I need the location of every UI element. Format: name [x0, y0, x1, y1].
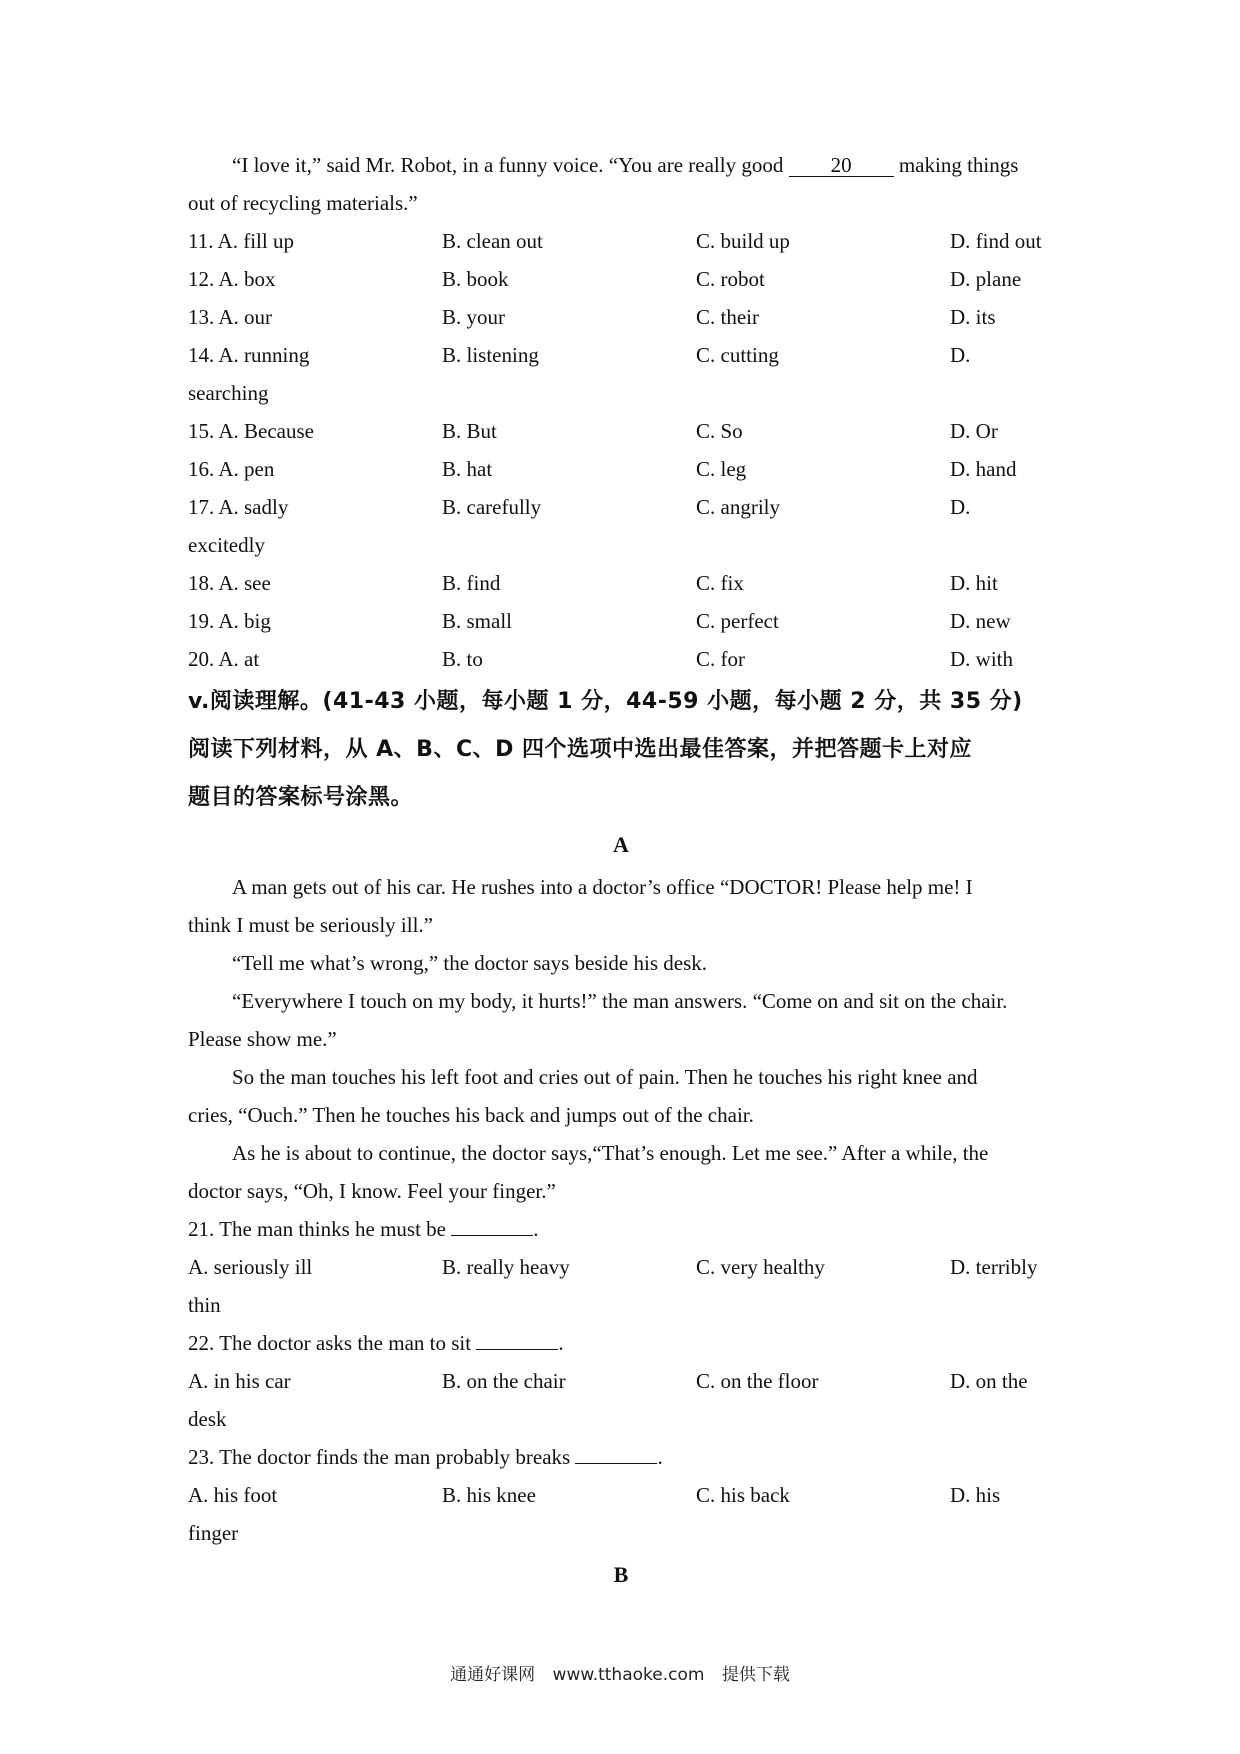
answer-blank: [575, 1445, 657, 1464]
option-c: C. angrily: [696, 495, 780, 519]
option-b: B. your: [442, 305, 505, 329]
question-stem-text: 21. The man thinks he must be: [188, 1217, 452, 1241]
option-b: B. clean out: [442, 229, 543, 253]
option-a: 17. A. sadly: [188, 495, 289, 519]
option-a: 13. A. our: [188, 305, 272, 329]
question-stem-end: .: [558, 1331, 564, 1355]
option-c: C. cutting: [696, 343, 779, 367]
option-d: D. its: [950, 305, 996, 329]
answer-blank: [476, 1331, 558, 1350]
option-c: C. perfect: [696, 609, 779, 633]
option-row: [188, 1476, 1054, 1514]
question-stem-end: .: [657, 1445, 663, 1469]
option-b: B. to: [442, 647, 483, 671]
question-22: [188, 1324, 1054, 1438]
option-c: C. for: [696, 647, 745, 671]
passage-line: Please show me.”: [188, 1027, 337, 1051]
option-row: [188, 298, 1054, 336]
option-d-wrap: excitedly: [188, 533, 265, 557]
question-stem: [188, 1210, 1054, 1248]
option-row: [188, 564, 1054, 602]
option-a: 11. A. fill up: [188, 229, 294, 253]
option-c: C. their: [696, 305, 759, 329]
option-row: [188, 336, 1054, 374]
option-a: 18. A. see: [188, 571, 271, 595]
option-c: C. on the floor: [696, 1369, 819, 1393]
option-c: C. leg: [696, 457, 747, 481]
option-d: D. hit: [950, 571, 998, 595]
option-d: D. with: [950, 647, 1013, 671]
option-row: [188, 1362, 1054, 1400]
option-c: C. very healthy: [696, 1255, 825, 1279]
section-instruction-1: 阅读下列材料，从 A、B、C、D 四个选项中选出最佳答案，并把答题卡上对应: [188, 737, 973, 762]
option-b: B. listening: [442, 343, 539, 367]
option-d: D. terribly: [950, 1255, 1038, 1279]
option-row: [188, 450, 1054, 488]
option-d: D. hand: [950, 457, 1017, 481]
passage-line: “Everywhere I touch on my body, it hurts!” the man answers. “Come on and sit on the chair.: [232, 989, 1008, 1013]
option-a: 16. A. pen: [188, 457, 275, 481]
option-d: D. Or: [950, 419, 998, 443]
option-d: D. on the: [950, 1369, 1028, 1393]
option-a: 12. A. box: [188, 267, 276, 291]
footer-note: 提供下载: [721, 1665, 790, 1685]
option-d: D. find out: [950, 229, 1042, 253]
footer-url: www.tthaoke.com: [552, 1665, 705, 1685]
option-d: D.: [950, 495, 971, 519]
passage-b-heading: B: [613, 1562, 629, 1587]
option-d: D. new: [950, 609, 1011, 633]
option-row: [188, 602, 1054, 640]
passage-line: think I must be seriously ill.”: [188, 913, 433, 937]
question-23: [188, 1438, 1054, 1552]
passage-line: As he is about to continue, the doctor says,“That’s enough. Let me see.” After a while, the: [232, 1141, 989, 1165]
option-b: B. small: [442, 609, 513, 633]
option-b: B. carefully: [442, 495, 542, 519]
option-b: B. really heavy: [442, 1255, 570, 1279]
option-row: [188, 412, 1054, 450]
option-d: D. his: [950, 1483, 1001, 1507]
question-stem: [188, 1438, 1054, 1476]
option-b: B. his knee: [442, 1483, 536, 1507]
option-a: A. in his car: [188, 1369, 291, 1393]
question-21: [188, 1210, 1054, 1324]
question-stem-end: .: [533, 1217, 539, 1241]
option-d-wrap: desk: [188, 1407, 227, 1431]
option-c: C. build up: [696, 229, 790, 253]
answer-blank: [451, 1217, 533, 1236]
answer-blank-20: 20: [789, 154, 894, 177]
option-a: A. seriously ill: [188, 1255, 313, 1279]
question-stem-text: 22. The doctor asks the man to sit: [188, 1331, 477, 1355]
option-row: [188, 1248, 1054, 1286]
cloze-options-list: [188, 222, 1054, 678]
intro-text-after: making things: [893, 153, 1019, 177]
option-d: D.: [950, 343, 971, 367]
question-stem-text: 23. The doctor finds the man probably breaks: [188, 1445, 576, 1469]
option-a: 20. A. at: [188, 647, 260, 671]
intro-line-2: out of recycling materials.”: [188, 191, 418, 215]
passage-a-body: [188, 868, 1054, 1210]
option-c: C. robot: [696, 267, 765, 291]
option-a: A. his foot: [188, 1483, 278, 1507]
option-a: 15. A. Because: [188, 419, 314, 443]
option-b: B. book: [442, 267, 509, 291]
option-b: B. find: [442, 571, 501, 595]
option-b: B. hat: [442, 457, 493, 481]
passage-line: “Tell me what’s wrong,” the doctor says beside his desk.: [232, 951, 708, 975]
option-c: C. So: [696, 419, 743, 443]
option-row: [188, 488, 1054, 526]
option-b: B. But: [442, 419, 497, 443]
footer-site-name: 通通好课网: [450, 1665, 536, 1685]
option-d: D. plane: [950, 267, 1022, 291]
option-a: 19. A. big: [188, 609, 271, 633]
passage-line: doctor says, “Oh, I know. Feel your finger.”: [188, 1179, 556, 1203]
option-b: B. on the chair: [442, 1369, 566, 1393]
passage-line: So the man touches his left foot and cries out of pain. Then he touches his right knee and: [232, 1065, 978, 1089]
option-row: [188, 260, 1054, 298]
passage-line: A man gets out of his car. He rushes into a doctor’s office “DOCTOR! Please help me! I: [232, 875, 973, 899]
option-c: C. fix: [696, 571, 744, 595]
passage-line: cries, “Ouch.” Then he touches his back and jumps out of the chair.: [188, 1103, 754, 1127]
option-row: [188, 640, 1054, 678]
section-title: v.阅读理解。(41-43 小题，每小题 1 分，44-59 小题，每小题 2 分，共 35 分): [188, 689, 1023, 714]
option-d-wrap: thin: [188, 1293, 221, 1317]
exam-page: [188, 146, 1054, 1598]
option-c: C. his back: [696, 1483, 790, 1507]
option-d-wrap: finger: [188, 1521, 239, 1545]
page-footer: [0, 1660, 1240, 1685]
option-d-wrap: searching: [188, 381, 269, 405]
section-instruction-2: 题目的答案标号涂黑。: [188, 785, 414, 810]
passage-a-heading: A: [613, 832, 629, 857]
option-a: 14. A. running: [188, 343, 310, 367]
intro-text-before: “I love it,” said Mr. Robot, in a funny voice. “You are really good: [232, 153, 789, 177]
question-stem: [188, 1324, 1054, 1362]
option-row: [188, 222, 1054, 260]
intro-line-1: [188, 146, 1054, 184]
